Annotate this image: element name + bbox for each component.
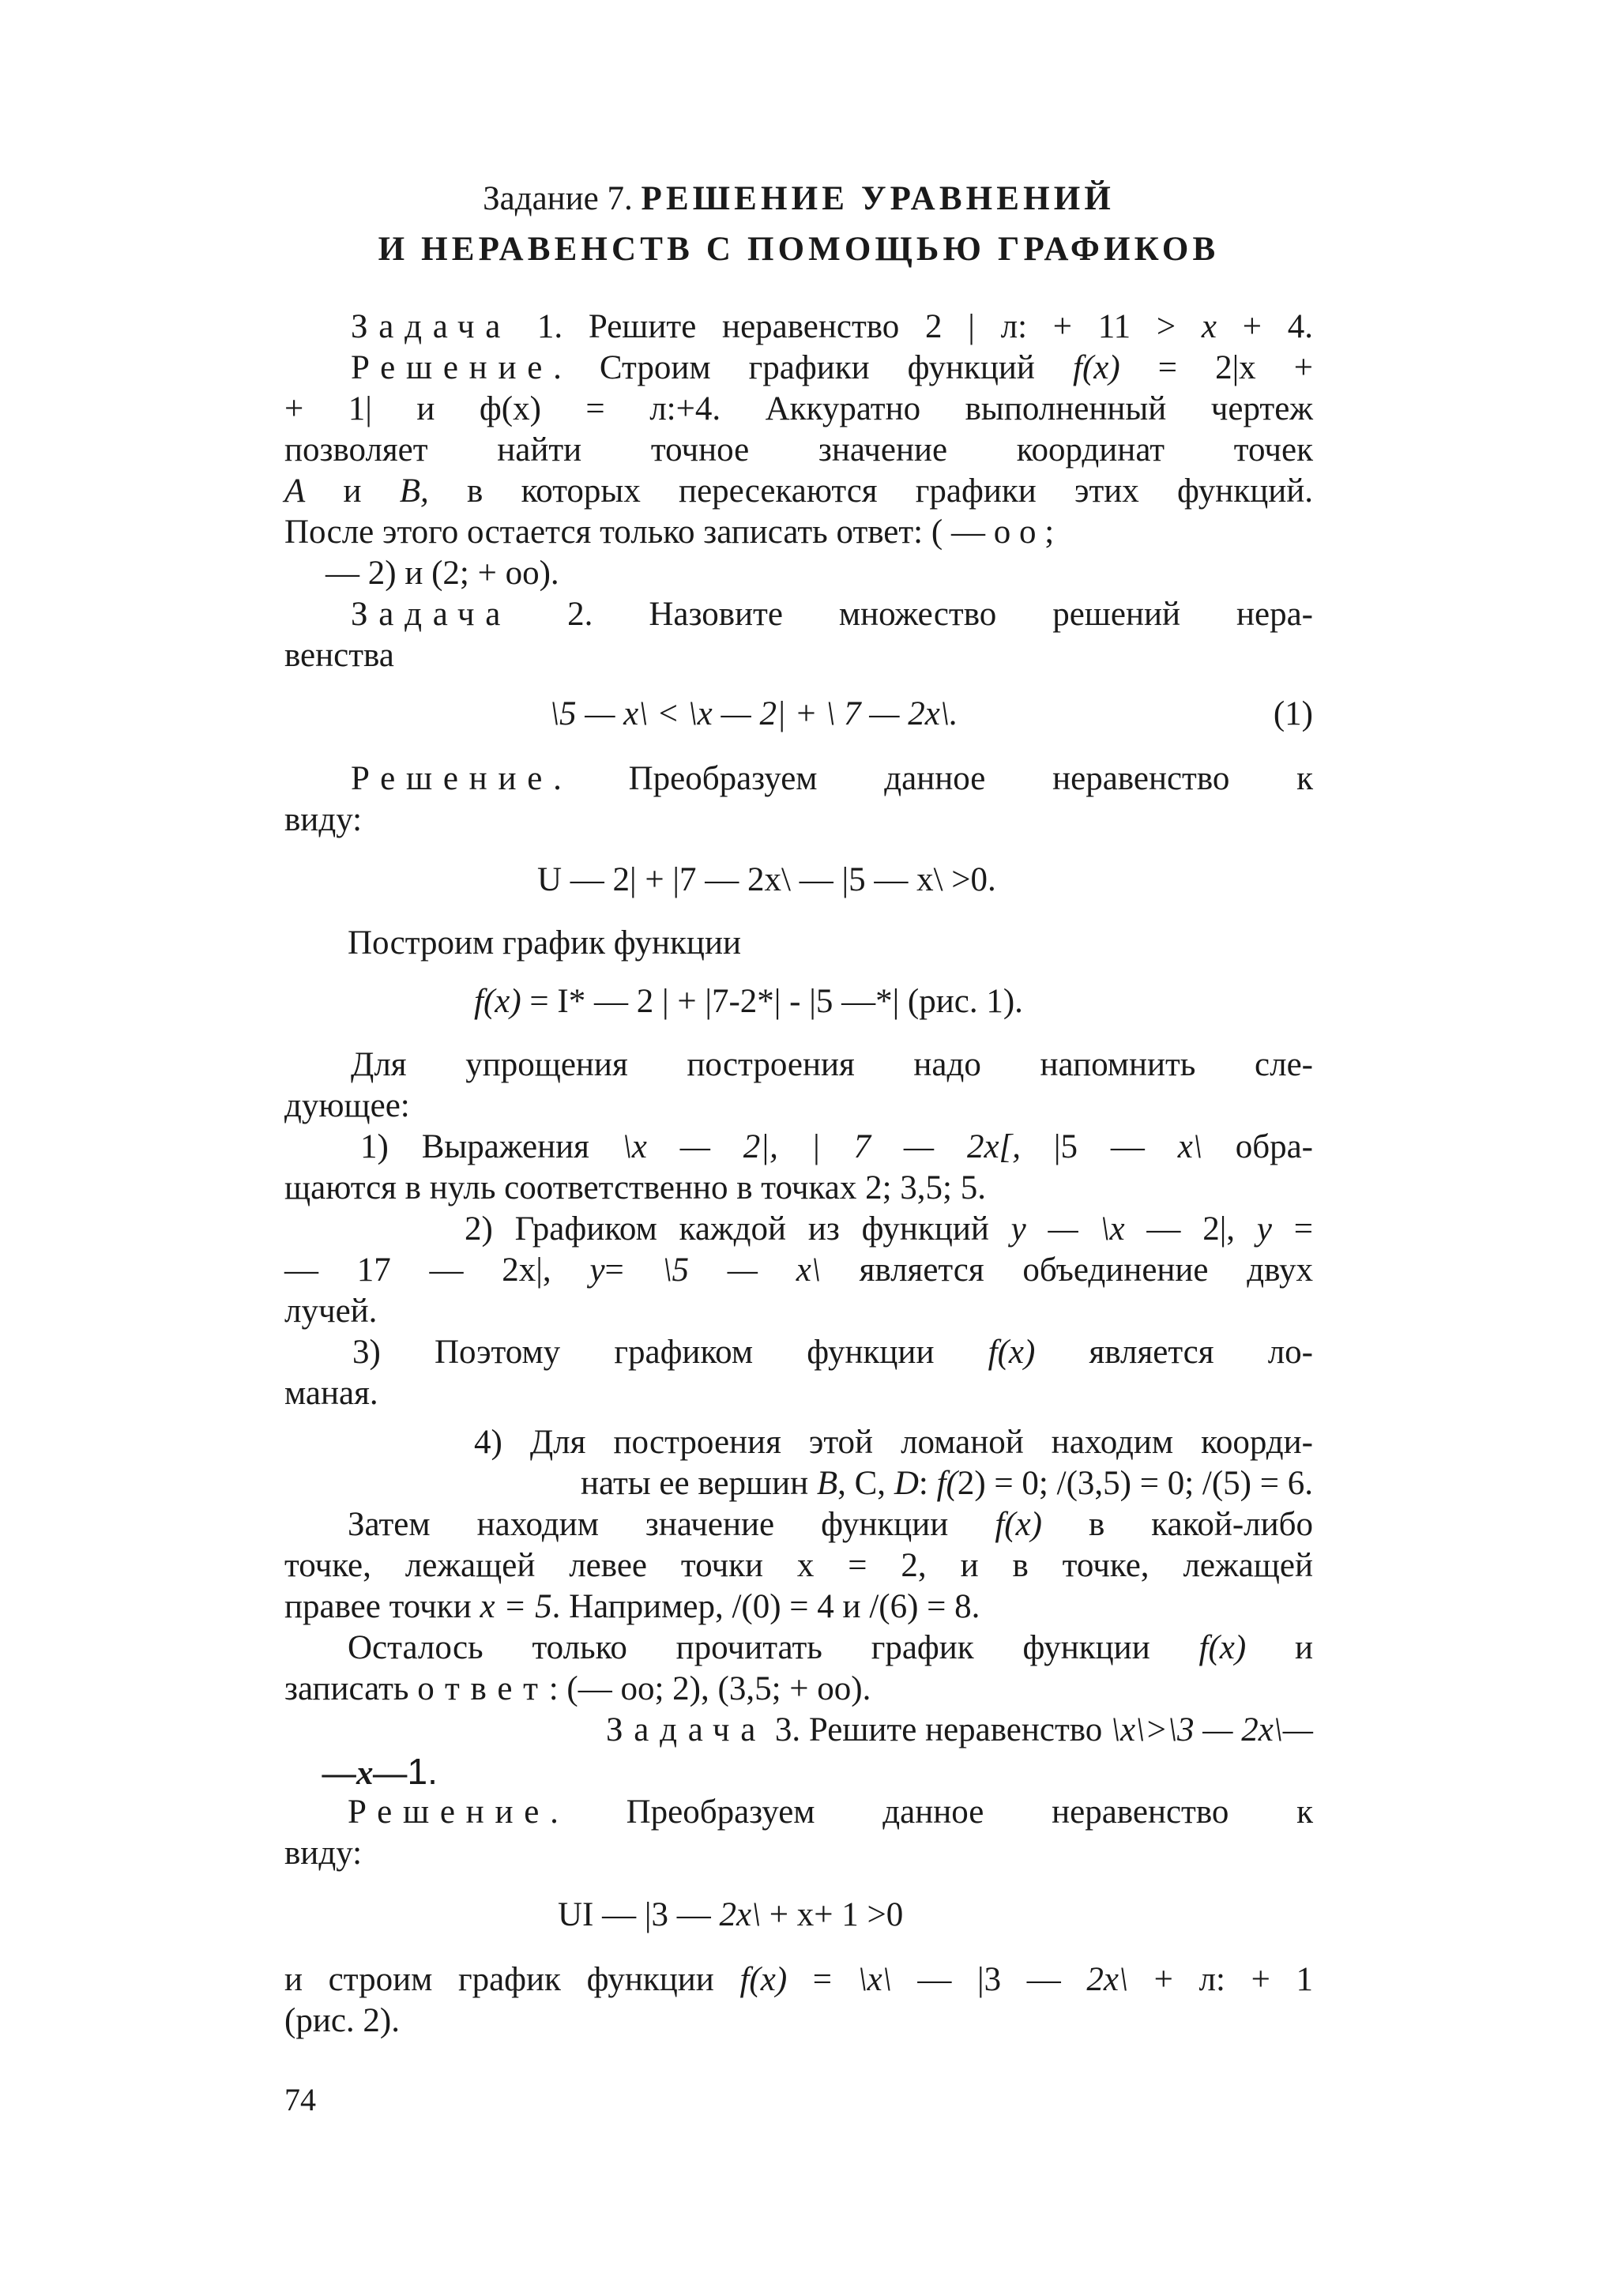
text-line: венства [284,637,394,674]
text-line: — 2) и (2; + оо). [325,555,559,592]
text-span: y [1256,1210,1272,1248]
equation-line [284,694,1313,735]
text-span: — 17 — 2x|, [284,1252,590,1289]
text-line: точке, лежащей левее точки x = 2, и в точке, лежащей [284,1547,1313,1584]
text-span: , C, [837,1465,894,1502]
text-span: правее точки [284,1588,480,1625]
text-span: \x — 2|, | 7 — 2x[, [622,1128,1022,1165]
text-span: f(x) [988,1334,1036,1371]
text-span: . Преобразуем данное неравенство к [550,1794,1313,1831]
text-span: f(x) [1198,1629,1247,1666]
text-span: f(x) [739,1961,788,1998]
text-span: Затем находим значение функции [348,1506,995,1543]
text-span: и [1246,1629,1313,1666]
text-line: маная. [284,1375,378,1412]
text-line [284,1586,1313,1628]
text-span: = 2|x + [1119,349,1314,386]
text-line [284,1463,1313,1504]
text-span: f( [936,1465,958,1502]
text-span: — 2|, [1124,1210,1257,1248]
text-line: щаются в нуль соответственно в точках 2; 3,5; 5. [284,1169,986,1206]
solution-label: Решение [348,1794,551,1831]
text-span: обра- [1202,1128,1313,1165]
equation: U — 2| + |7 — 2x\ — |5 — x\ >0. [537,861,996,898]
heading-prefix: Задание 7. [483,180,642,217]
task-label: Задача [606,1711,767,1748]
text-line [360,1127,1313,1168]
heading-line-1 [284,179,1313,220]
heading-bold-1: РЕШЕНИЕ УРАВНЕНИЙ [641,180,1115,217]
text-line: После этого остается только записать ответ: ( — о о ; [284,514,1055,551]
text-span: наты ее вершин [580,1465,817,1502]
text-span: . Преобразуем данное неравенство к [553,760,1313,797]
text-span: 2) = 0; /(3,5) = 0; /(5) = 6. [957,1465,1313,1502]
text-span: : (— оо; 2), (3,5; + оо). [548,1670,871,1707]
text-span: |5 — [1021,1128,1178,1165]
text-line [284,1669,1313,1710]
answer-label: ответ [417,1670,549,1707]
text-span: = I* — 2 | + |7-2*| - |5 —*| (рис. 1). [521,983,1023,1020]
text-span: и [305,472,400,510]
text-span: f(x) [474,983,521,1020]
equation: \5 — x\ < \x — 2| + \ 7 — 2x\. [550,695,958,732]
text-line [348,1504,1313,1545]
text-span: B [816,1465,838,1502]
text-line [351,594,1313,635]
text-line: позволяет найти точное значение координат точек [284,431,1313,469]
text-line [351,758,1313,800]
text-line: + 1| и ф(x) = л:+4. Аккуратно выполненный чертеж [284,390,1313,427]
heading-bold-2: И НЕРАВЕНСТВ С ПОМОЩЬЮ ГРАФИКОВ [378,231,1220,268]
text-span: B, [399,472,429,510]
text-span: f(x) [1073,349,1120,386]
text-span: = [787,1961,858,1998]
text-span: 1) Выражения [360,1128,623,1165]
text-span: 3) Поэтому графиком функции [352,1334,988,1371]
text-span: + л: + 1 [1127,1961,1313,1998]
text-span: y [589,1252,605,1289]
text-span: 2x\ [1086,1961,1128,1998]
text-span: = [1271,1210,1313,1248]
text-line [348,1792,1313,1833]
text-span: 3. Решите неравенство [766,1711,1112,1748]
equation [474,981,1503,1022]
text-span: 1. [407,1751,438,1792]
text-span: в которых пересекаются графики этих функций. [428,472,1313,510]
text-span: является ло- [1035,1334,1313,1371]
text-line: Построим график функции [348,924,741,962]
solution-label: Решение [351,760,554,797]
text-span: y — \x [1010,1210,1125,1248]
text-line [322,1751,1351,1792]
text-line [465,1209,1313,1250]
text-line [351,348,1313,389]
heading-line-2 [284,229,1313,270]
text-line: лучей. [284,1293,378,1330]
text-span: x [1201,308,1217,345]
text-span: в какой-либо [1042,1506,1314,1543]
text-line: дующее: [284,1087,410,1124]
text-span: = [604,1252,663,1289]
text-line: 4) Для построения этой ломаной находим коорди- [474,1424,1313,1461]
text-span: 2. Назовите множество решений нера- [511,596,1313,633]
text-line [284,1250,1313,1291]
equation-number: (1) [1273,695,1313,732]
text-span: x = 5 [480,1588,552,1625]
text-line [351,307,1313,348]
page-number: 74 [284,2082,316,2117]
text-span: . Строим графики функций [553,349,1073,386]
equation [558,1895,1586,1936]
text-span: 2) Графиком каждой из функций [465,1210,1011,1248]
text-span: записать [284,1670,418,1707]
text-line [352,1332,1313,1373]
text-span: . Например, /(0) = 4 и /(6) = 8. [551,1588,980,1625]
text-span: 2x\ [719,1896,762,1933]
text-span: D [894,1465,919,1502]
text-span: и строим график функции [284,1961,740,1998]
text-span: —x— [322,1755,408,1792]
text-line: виду: [284,801,363,838]
text-span: Осталось только прочитать график функции [348,1629,1199,1666]
text-line: Для упрощения построения надо напомнить сле- [351,1046,1313,1083]
text-span: \x\ [857,1961,892,1998]
text-line: виду: [284,1835,363,1872]
text-span: x\ [1177,1128,1202,1165]
text-line [284,471,1313,512]
text-line: (рис. 2). [284,2002,400,2039]
text-span: 1. Решите неравенство 2 | л: + 11 > [511,308,1202,345]
text-line [284,1710,1313,1751]
text-span: + 4. [1217,308,1313,345]
text-line [284,1959,1313,2001]
text-span: A [284,472,306,510]
text-span: UI — |3 — [558,1896,720,1933]
task-label: Задача [351,596,512,633]
task-label: Задача [351,308,512,345]
text-span: является объединение двух [820,1252,1313,1289]
text-span: f(x) [995,1506,1042,1543]
text-line [348,1628,1313,1669]
text-span: \5 — x\ [662,1252,821,1289]
text-span: : [918,1465,937,1502]
text-span: \x\>\3 — 2x\— [1111,1711,1313,1748]
text-span: — |3 — [891,1961,1087,1998]
text-span: + x+ 1 >0 [761,1896,904,1933]
solution-label: Решение [351,349,554,386]
